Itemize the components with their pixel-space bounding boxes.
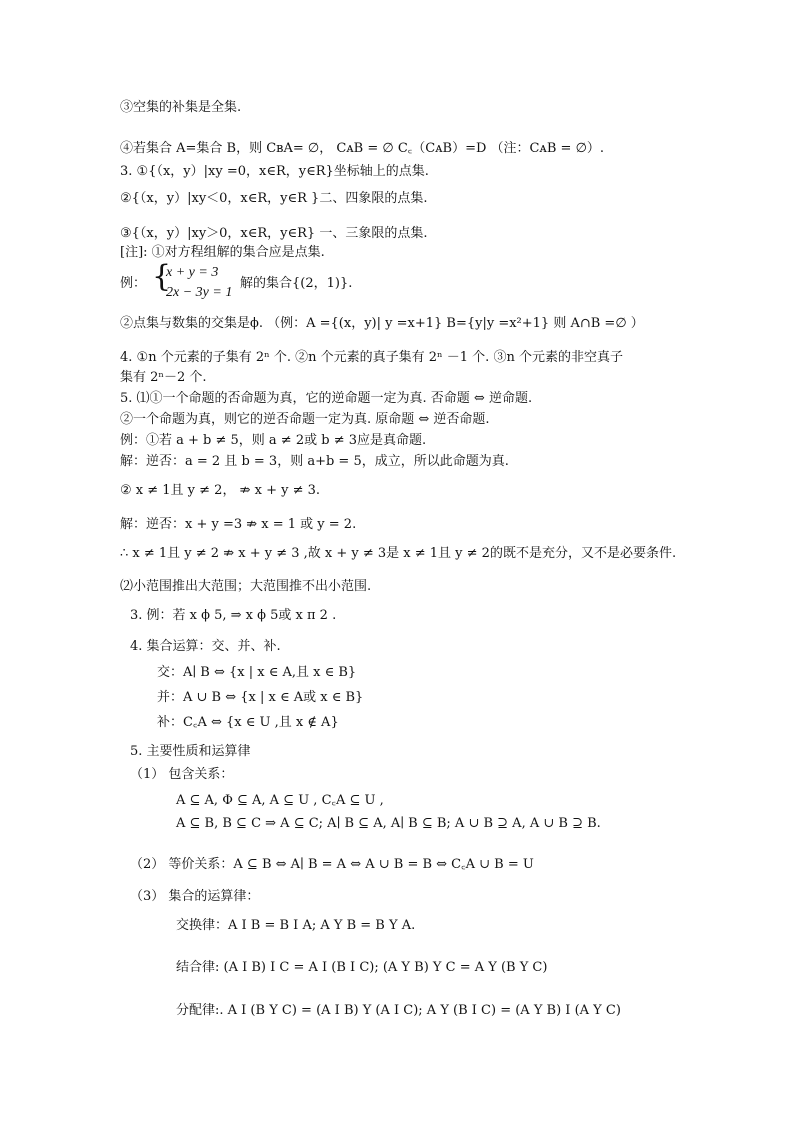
equation-brace: { [152,259,172,294]
line-range-rule: ⑵小范围推出大范围；大范围推不出小范围. [120,579,372,594]
line-distributive: 分配律:. A I (B Y C) = (A I B) Y (A I C); A Y (B I C) = (A Y B) I (A Y C) [176,1003,621,1018]
line-equivalence: （2） 等价关系：A ⊆ B ⇔ A∣ B = A ⇔ A ∪ B = B ⇔ C꜀A ∪ B = U [130,857,534,872]
line-point-number-intersection: ②点集与数集的交集是ϕ. （例：A ={(x，y)| y =x+1} B={y|y =x²+1} 则 A∩B =∅ ） [120,316,644,331]
line-conclusion: ∴ x ≠ 1且 y ≠ 2 ⇏ x + y ≠ 3 ,故 x + y ≠ 3是 x ≠ 1且 y ≠ 2的既不是充分，又不是必要条件. [120,546,677,561]
line-set-equality: ④若集合 A=集合 B，则 CʙA= ∅， CᴀB = ∅ C꜀（CᴀB）=D （注：CᴀB = ∅）. [120,141,605,156]
line-quadrant-1-3: ③{（x，y）|xy＞0，x∈R，y∈R} 一、三象限的点集. [120,226,428,241]
line-solution-1: 解：逆否：a = 2 且 b = 3，则 a+b = 5，成立，所以此命题为真. [120,454,509,469]
equation-2: 2x − 3y = 1 [166,285,233,300]
line-quadrant-2-4: ②{（x，y）|xy＜0，x∈R，y∈R }二、四象限的点集. [120,191,428,206]
line-associative: 结合律: (A I B) I C = A I (B I C); (A Y B) Y C = A Y (B Y C) [176,960,548,975]
line-empty-set-complement: ③空集的补集是全集. [120,100,242,115]
line-laws-heading: （3） 集合的运算律： [130,889,260,904]
line-example-1: 例：①若 a + b ≠ 5，则 a ≠ 2或 b ≠ 3应是真命题. [120,433,427,448]
line-complement-def: 补：C꜀A ⇔ {x ∈ U ,且 x ∉ A} [157,715,339,730]
line-commutative: 交换律：A I B = B I A; A Y B = B Y A. [176,918,416,933]
equation-1: x + y = 3 [166,265,219,280]
line-solution-2: 解：逆否：x + y =3 ⇏ x = 1 或 y = 2. [120,517,357,532]
line-inclusion-heading: （1） 包含关系： [130,767,234,782]
equation-solution: 解的集合{(2，1)}. [240,276,353,291]
line-subset-count-cont: 集有 2ⁿ－2 个. [120,370,207,385]
line-union-def: 并：A ∪ B ⇔ {x | x ∈ A或 x ∈ B} [157,690,364,705]
line-set-operations: 4. 集合运算：交、并、补. [130,639,281,654]
line-note-point-set: [注]: ①对方程组解的集合应是点集. [120,245,325,260]
line-inclusion-2: A ⊆ B, B ⊆ C ⇒ A ⊆ C; A∣ B ⊆ A, A∣ B ⊆ B; A ∪ B ⊇ A, A ∪ B ⊇ B. [176,816,601,831]
line-subset-count: 4. ①n 个元素的子集有 2ⁿ 个. ②n 个元素的真子集有 2ⁿ －1 个. ③n 个元素的非空真子 [120,350,623,365]
line-example-2: ② x ≠ 1且 y ≠ 2， ⇏ x + y ≠ 3. [120,483,321,498]
line-properties-heading: 5. 主要性质和运算律 [130,744,251,759]
line-axis-points: 3. ①{（x，y）|xy =0，x∈R，y∈R}坐标轴上的点集. [120,164,429,179]
line-inclusion-1: A ⊆ A, Φ ⊆ A, A ⊆ U , C꜀A ⊆ U , [176,793,384,808]
line-proposition-1: 5. ⑴①一个命题的否命题为真，它的逆命题一定为真. 否命题 ⇔ 逆命题. [120,391,533,406]
line-intersection-def: 交：A∣ B ⇔ {x | x ∈ A,且 x ∈ B} [157,665,357,680]
line-example-3: 3. 例：若 x ϕ 5, ⇒ x ϕ 5或 x π 2 . [130,608,337,623]
example-label: 例： [120,276,147,291]
line-proposition-2: ②一个命题为真，则它的逆否命题一定为真. 原命题 ⇔ 逆否命题. [120,412,490,427]
